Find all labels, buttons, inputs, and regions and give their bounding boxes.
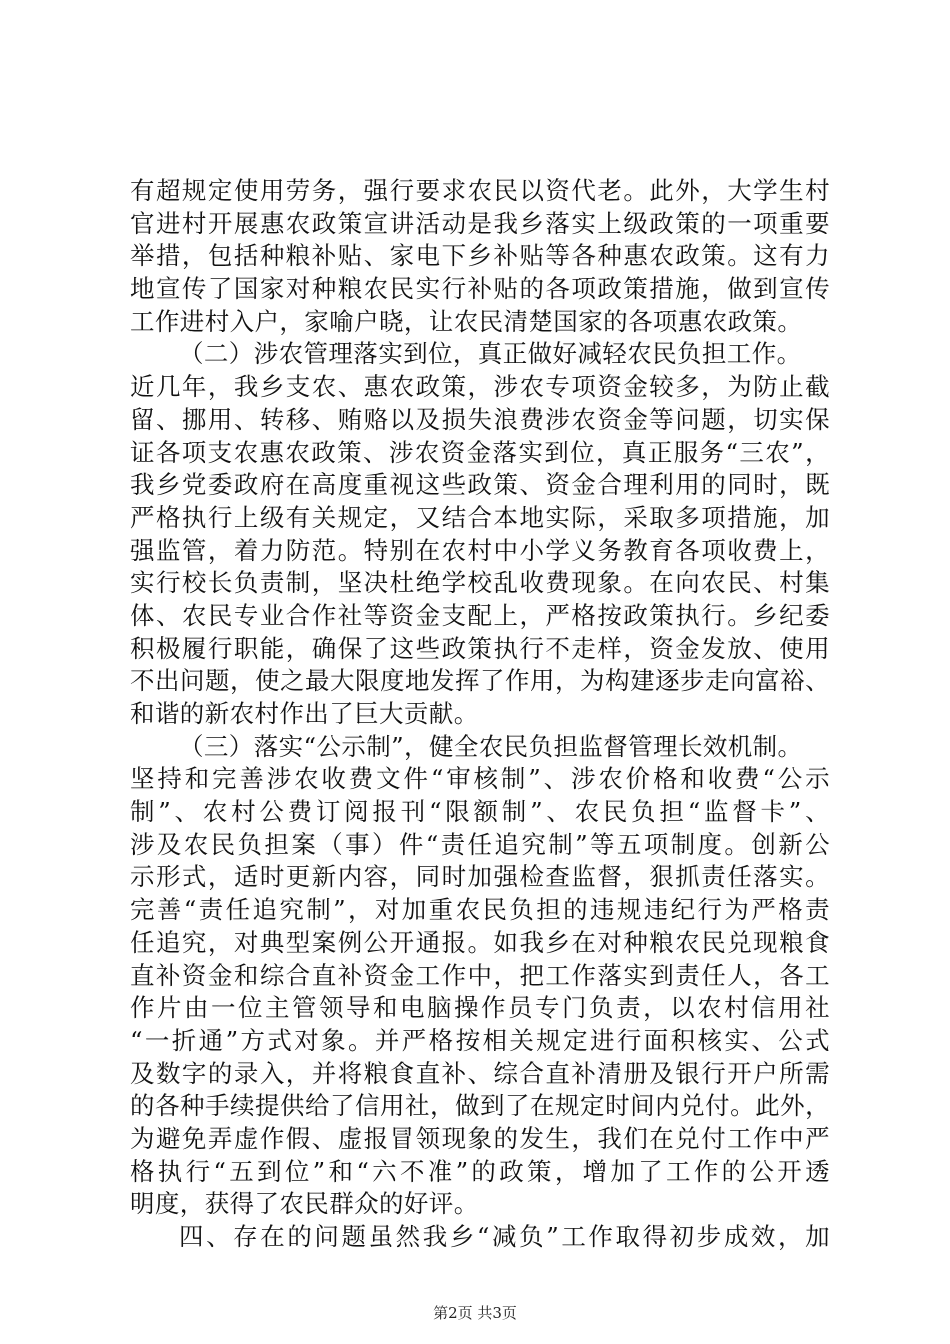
section-heading-2: （二）涉农管理落实到位，真正做好减轻农民负担工作。 (179, 339, 802, 369)
text-line: 和谐的新农村作出了巨大贡献。 (130, 699, 479, 728)
text-line: 作片由一位主管领导和电脑操作员专门负责，以农村信用社 (130, 993, 830, 1023)
text-line: 证各项支农惠农政策、涉农资金落实到位，真正服务“三农”， (130, 437, 830, 467)
text-line: 不出问题，使之最大限度地发挥了作用，为构建逐步走向富裕、 (130, 666, 830, 696)
text-line: 严格执行上级有关规定，又结合本地实际，采取多项措施，加 (130, 502, 830, 532)
text-line: 示形式，适时更新内容，同时加强检查监督，狠抓责任落实。 (130, 862, 830, 892)
page-footer (0, 1303, 950, 1323)
text-line: 制”、农村公费订阅报刊“限额制”、农民负担“监督卡”、 (130, 797, 830, 827)
text-line: 为避免弄虚作假、虚报冒领现象的发生，我们在兑付工作中严 (130, 1123, 830, 1153)
text-line: 的各种手续提供给了信用社，做到了在规定时间内兑付。此外， (130, 1091, 830, 1121)
text-line: 坚持和完善涉农收费文件“审核制”、涉农价格和收费“公示 (130, 764, 830, 794)
section-heading-4: 四、存在的问题虽然我乡“减负”工作取得初步成效，加 (179, 1222, 830, 1251)
text-line: 格执行“五到位”和“六不准”的政策，增加了工作的公开透 (130, 1156, 830, 1186)
document-body (130, 175, 830, 1254)
page-number: 第2页 共3页 (433, 1304, 517, 1322)
text-line: 近几年，我乡支农、惠农政策，涉农专项资金较多，为防止截 (130, 372, 830, 402)
text-line: 明度，获得了农民群众的好评。 (130, 1189, 479, 1219)
text-line: 实行校长负责制，坚决杜绝学校乱收费现象。在向农民、村集 (130, 568, 830, 598)
text-line: 强监管，着力防范。特别在农村中小学义务教育各项收费上， (130, 535, 830, 565)
text-line: 及数字的录入，并将粮食直补、综合直补清册及银行开户所需 (130, 1058, 830, 1088)
text-line: 直补资金和综合直补资金工作中，把工作落实到责任人，各工 (130, 960, 830, 990)
text-line: “一折通”方式对象。并严格按相关规定进行面积核实、公式 (130, 1025, 830, 1055)
text-line: 完善“责任追究制”，对加重农民负担的违规违纪行为严格责 (130, 895, 830, 925)
text-line: 积极履行职能，确保了这些政策执行不走样，资金发放、使用 (130, 633, 830, 663)
text-line: 涉及农民负担案（事）件“责任追究制”等五项制度。创新公 (130, 829, 830, 859)
text-line: 官进村开展惠农政策宣讲活动是我乡落实上级政策的一项重要 (130, 208, 830, 238)
text-line: 留、挪用、转移、贿赂以及损失浪费涉农资金等问题，切实保 (130, 404, 830, 434)
text-line: 我乡党委政府在高度重视这些政策、资金合理利用的同时，既 (130, 470, 830, 500)
text-line: 地宣传了国家对种粮农民实行补贴的各项政策措施，做到宣传 (130, 274, 830, 304)
section-heading-3: （三）落实“公示制”，健全农民负担监督管理长效机制。 (179, 731, 803, 761)
text-line: 体、农民专业合作社等资金支配上，严格按政策执行。乡纪委 (130, 600, 830, 630)
text-line: 工作进村入户，家喻户晓，让农民清楚国家的各项惠农政策。 (130, 306, 803, 336)
text-line: 任追究，对典型案例公开通报。如我乡在对种粮农民兑现粮食 (130, 927, 830, 957)
text-line: 举措，包括种粮补贴、家电下乡补贴等各种惠农政策。这有力 (130, 241, 830, 271)
text-line: 有超规定使用劳务，强行要求农民以资代老。此外，大学生村 (130, 176, 830, 205)
